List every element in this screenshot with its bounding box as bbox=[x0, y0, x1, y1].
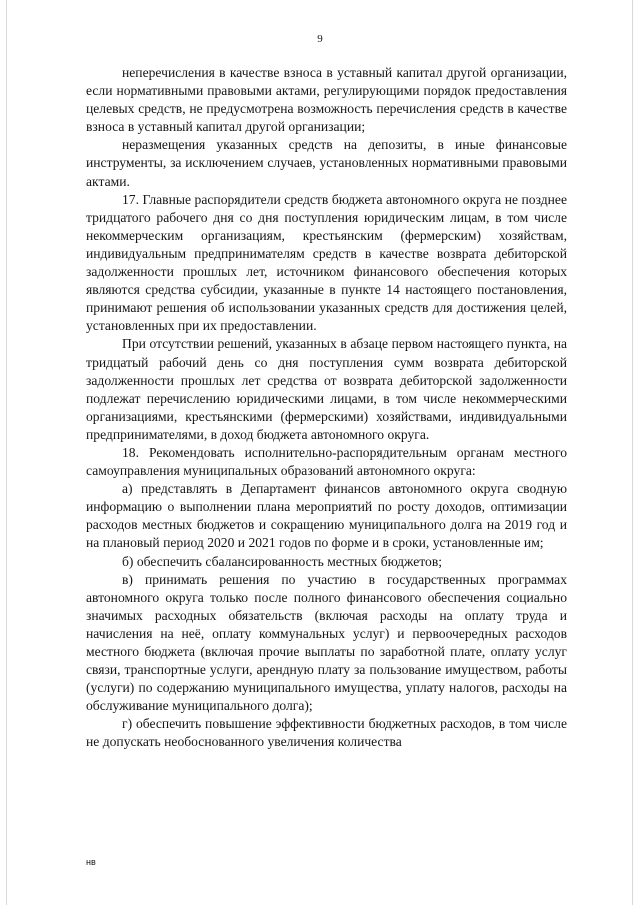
paragraph: а) представлять в Департамент финансов автономного округа сводную информацию о выполнении плана мероприятий по росту доходов, оптимизации расходов местных бюджетов и сокращению муниципального долга на 2019 год и на плановый период 2020 и 2021 годов по форме и в сроки, установленные им; bbox=[86, 481, 567, 551]
document-body bbox=[86, 64, 567, 752]
paragraph: 17. Главные распорядители средств бюджета автономного округа не позднее тридцатого рабочего дня со дня поступления юридическим лицам, в том числе некоммерческим организациям, крестьянским (фермерским) хозяйствам, индивидуальным предпринимателям средств в качестве возврата дебиторской задолженности прошлых лет, источником финансового обеспечения которых являются средства субсидии, указанные в пункте 14 настоящего постановления, принимают решения об использовании указанных средств для достижения целей, установленных при их предоставлении. bbox=[86, 191, 567, 334]
paragraph: в) принимать решения по участию в государственных программах автономного округа только после полного финансового обеспечения социально значимых расходных обязательств (включая расходы на оплату труда и начисления на неё, оплату коммунальных услуг) и первоочередных расходов местного бюджета (включая прочие выплаты по заработной плате, оплату услуг связи, транспортные услуги, арендную плату за пользование имуществом, работы (услуги) по содержанию муниципального имущества, уплату налогов, расходы на обслуживание муниципального долга); bbox=[86, 571, 567, 714]
scan-edge-left bbox=[6, 0, 7, 905]
paragraph: 18. Рекомендовать исполнительно-распорядительным органам местного самоуправления муниципальных образований автономного округа: bbox=[86, 444, 567, 479]
paragraph: неразмещения указанных средств на депозиты, в иные финансовые инструменты, за исключением случаев, установленных нормативными правовыми актами. bbox=[86, 137, 567, 189]
paragraph: г) обеспечить повышение эффективности бюджетных расходов, в том числе не допускать необоснованного увеличения количества bbox=[86, 716, 567, 750]
footer-mark: нв bbox=[86, 857, 96, 867]
paragraph: неперечисления в качестве взноса в уставный капитал другой организации, если нормативными правовыми актами, регулирующими порядок предоставления целевых средств, не предусмотрена возможность перечисления средств в качестве взноса в уставный капитал другой организации; bbox=[86, 65, 567, 135]
paragraph: б) обеспечить сбалансированность местных бюджетов; bbox=[122, 553, 443, 569]
page-number: 9 bbox=[317, 33, 323, 45]
paragraph: При отсутствии решений, указанных в абзаце первом настоящего пункта, на тридцатый рабочий день со дня поступления сумм возврата дебиторской задолженности прошлых лет средства от возврата дебиторской задолженности подлежат перечислению юридическими лицами, в том числе некоммерческими организациями, крестьянскими (фермерскими) хозяйствами, индивидуальными предпринимателями, в доход бюджета автономного округа. bbox=[86, 336, 567, 442]
scan-edge-right bbox=[632, 0, 633, 905]
